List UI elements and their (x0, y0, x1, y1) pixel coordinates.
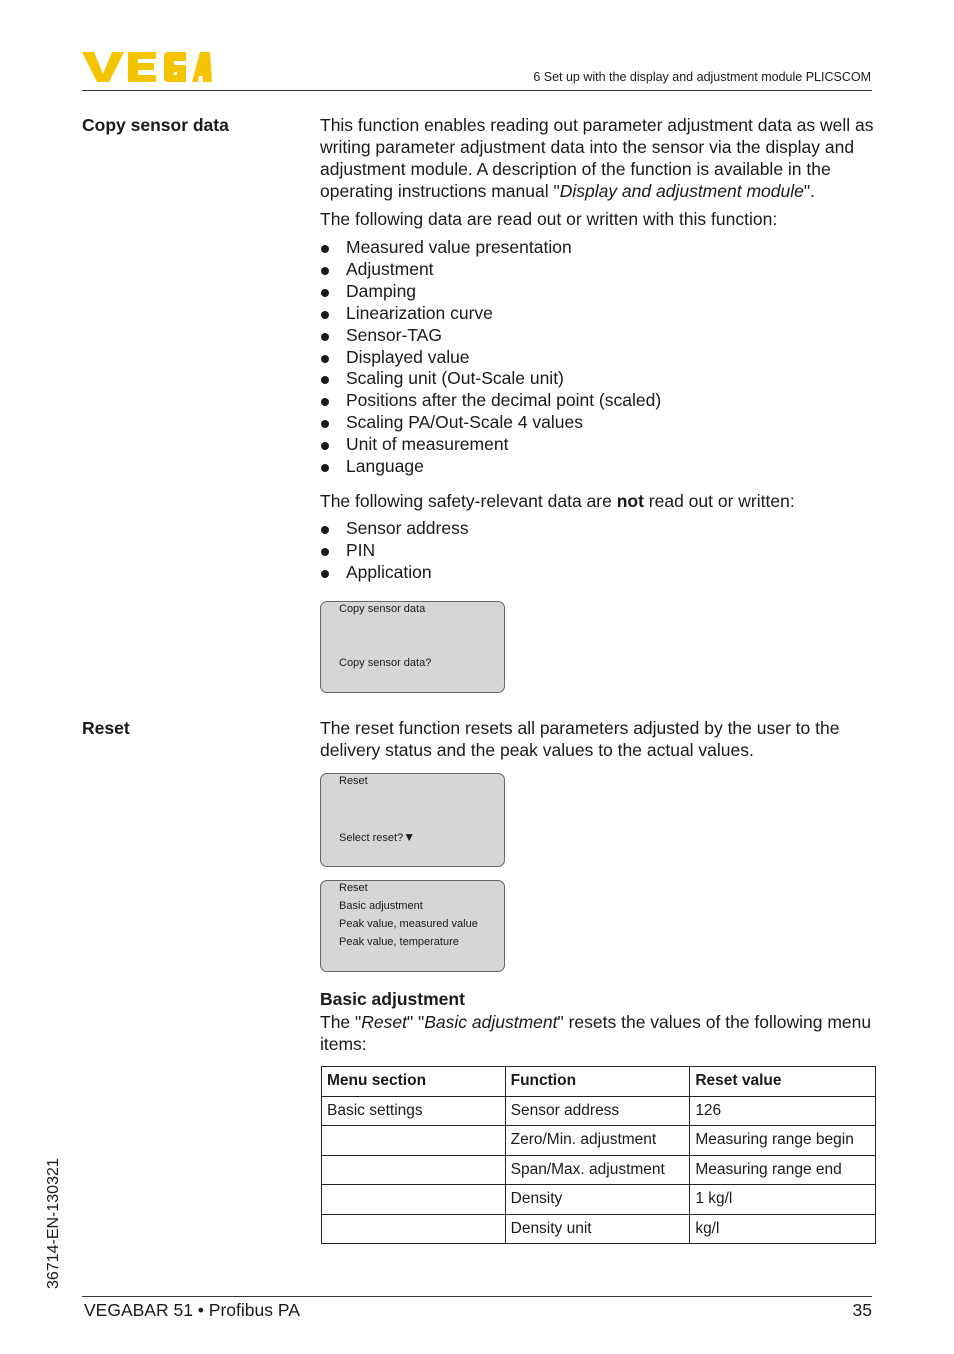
reset-display (320, 773, 505, 867)
footer-product: VEGABAR 51 • Profibus PA (84, 1300, 300, 1320)
table-header-row (322, 1067, 876, 1097)
copy-sensor-items-list (320, 237, 875, 478)
table-row (322, 1126, 876, 1156)
header-section-title: 6 Set up with the display and adjustment module PLICSCOM (533, 70, 871, 84)
table-cell: Density unit (505, 1214, 690, 1244)
table-cell: Measuring range begin (690, 1126, 876, 1156)
copy-sensor-heading: Copy sensor data (82, 115, 229, 135)
display-line: Peak value, temperature (339, 936, 459, 948)
copy-sensor-intro: This function enables reading out parameter adjustment data as well as writing parameter adjustment data into the sensor via the display and adjustment module. A description of the function is available in the operating instructions manual "Display and adjustment module". (320, 115, 874, 201)
table-cell: kg/l (690, 1214, 876, 1244)
display-line: Select reset?▼ (339, 830, 416, 844)
safety-intro: The following safety-relevant data are not read out or written: (320, 490, 795, 511)
list-item: Positions after the decimal point (scaled) (320, 390, 875, 412)
list-item: Scaling PA/Out-Scale 4 values (320, 412, 875, 434)
column-header: Reset value (690, 1067, 876, 1097)
table-cell: Span/Max. adjustment (505, 1155, 690, 1185)
display-line: Reset (339, 775, 368, 787)
display-line: Copy sensor data (339, 603, 426, 615)
list-item: Adjustment (320, 259, 875, 281)
copy-sensor-display (320, 601, 505, 693)
table-cell: Sensor address (505, 1096, 690, 1126)
down-arrow-icon: ▼ (403, 830, 416, 844)
column-header: Menu section (322, 1067, 506, 1097)
table-cell: Density (505, 1185, 690, 1215)
copy-sensor-content (320, 114, 875, 584)
table-cell: Basic settings (322, 1096, 506, 1126)
list-item: Language (320, 456, 875, 478)
list-item: Linearization curve (320, 303, 875, 325)
footer-divider (82, 1296, 872, 1297)
basic-adjustment-text: The "Reset" "Basic adjustment" resets the values of the following menu items: (320, 1012, 872, 1054)
list-item: Sensor address (320, 518, 875, 540)
page-number: 35 (852, 1300, 872, 1320)
list-item: Unit of measurement (320, 434, 875, 456)
list-item: Damping (320, 281, 875, 303)
list-item: Scaling unit (Out-Scale unit) (320, 368, 875, 390)
reset-heading: Reset (82, 718, 130, 738)
document-code: 36714-EN-130321 (45, 1158, 62, 1289)
table-cell (322, 1126, 506, 1156)
display-line: Peak value, measured value (339, 918, 478, 930)
reset-options-display (320, 880, 505, 972)
reset-text: The reset function resets all parameters adjusted by the user to the delivery status and the peak values to the actual values. (320, 718, 840, 760)
table-row (322, 1096, 876, 1126)
header-divider (82, 90, 872, 91)
list-item: PIN (320, 540, 875, 562)
reset-values-table (321, 1066, 876, 1244)
table-cell: 1 kg/l (690, 1185, 876, 1215)
table-cell (322, 1155, 506, 1185)
table-row (322, 1185, 876, 1215)
list-item: Application (320, 562, 875, 584)
display-line: Reset (339, 882, 368, 894)
display-line: Copy sensor data? (339, 657, 432, 669)
table-cell (322, 1214, 506, 1244)
list-item: Displayed value (320, 347, 875, 369)
display-line: Basic adjustment (339, 900, 423, 912)
list-item: Sensor-TAG (320, 325, 875, 347)
table-row (322, 1155, 876, 1185)
column-header: Function (505, 1067, 690, 1097)
table-cell (322, 1185, 506, 1215)
copy-sensor-list-intro: The following data are read out or written with this function: (320, 209, 778, 229)
table-cell: Zero/Min. adjustment (505, 1126, 690, 1156)
safety-items-list (320, 518, 875, 584)
basic-adjustment-heading: Basic adjustment (320, 989, 465, 1009)
vega-logo (82, 50, 212, 84)
table-cell: Measuring range end (690, 1155, 876, 1185)
table-cell: 126 (690, 1096, 876, 1126)
table-row (322, 1214, 876, 1244)
list-item: Measured value presentation (320, 237, 875, 259)
